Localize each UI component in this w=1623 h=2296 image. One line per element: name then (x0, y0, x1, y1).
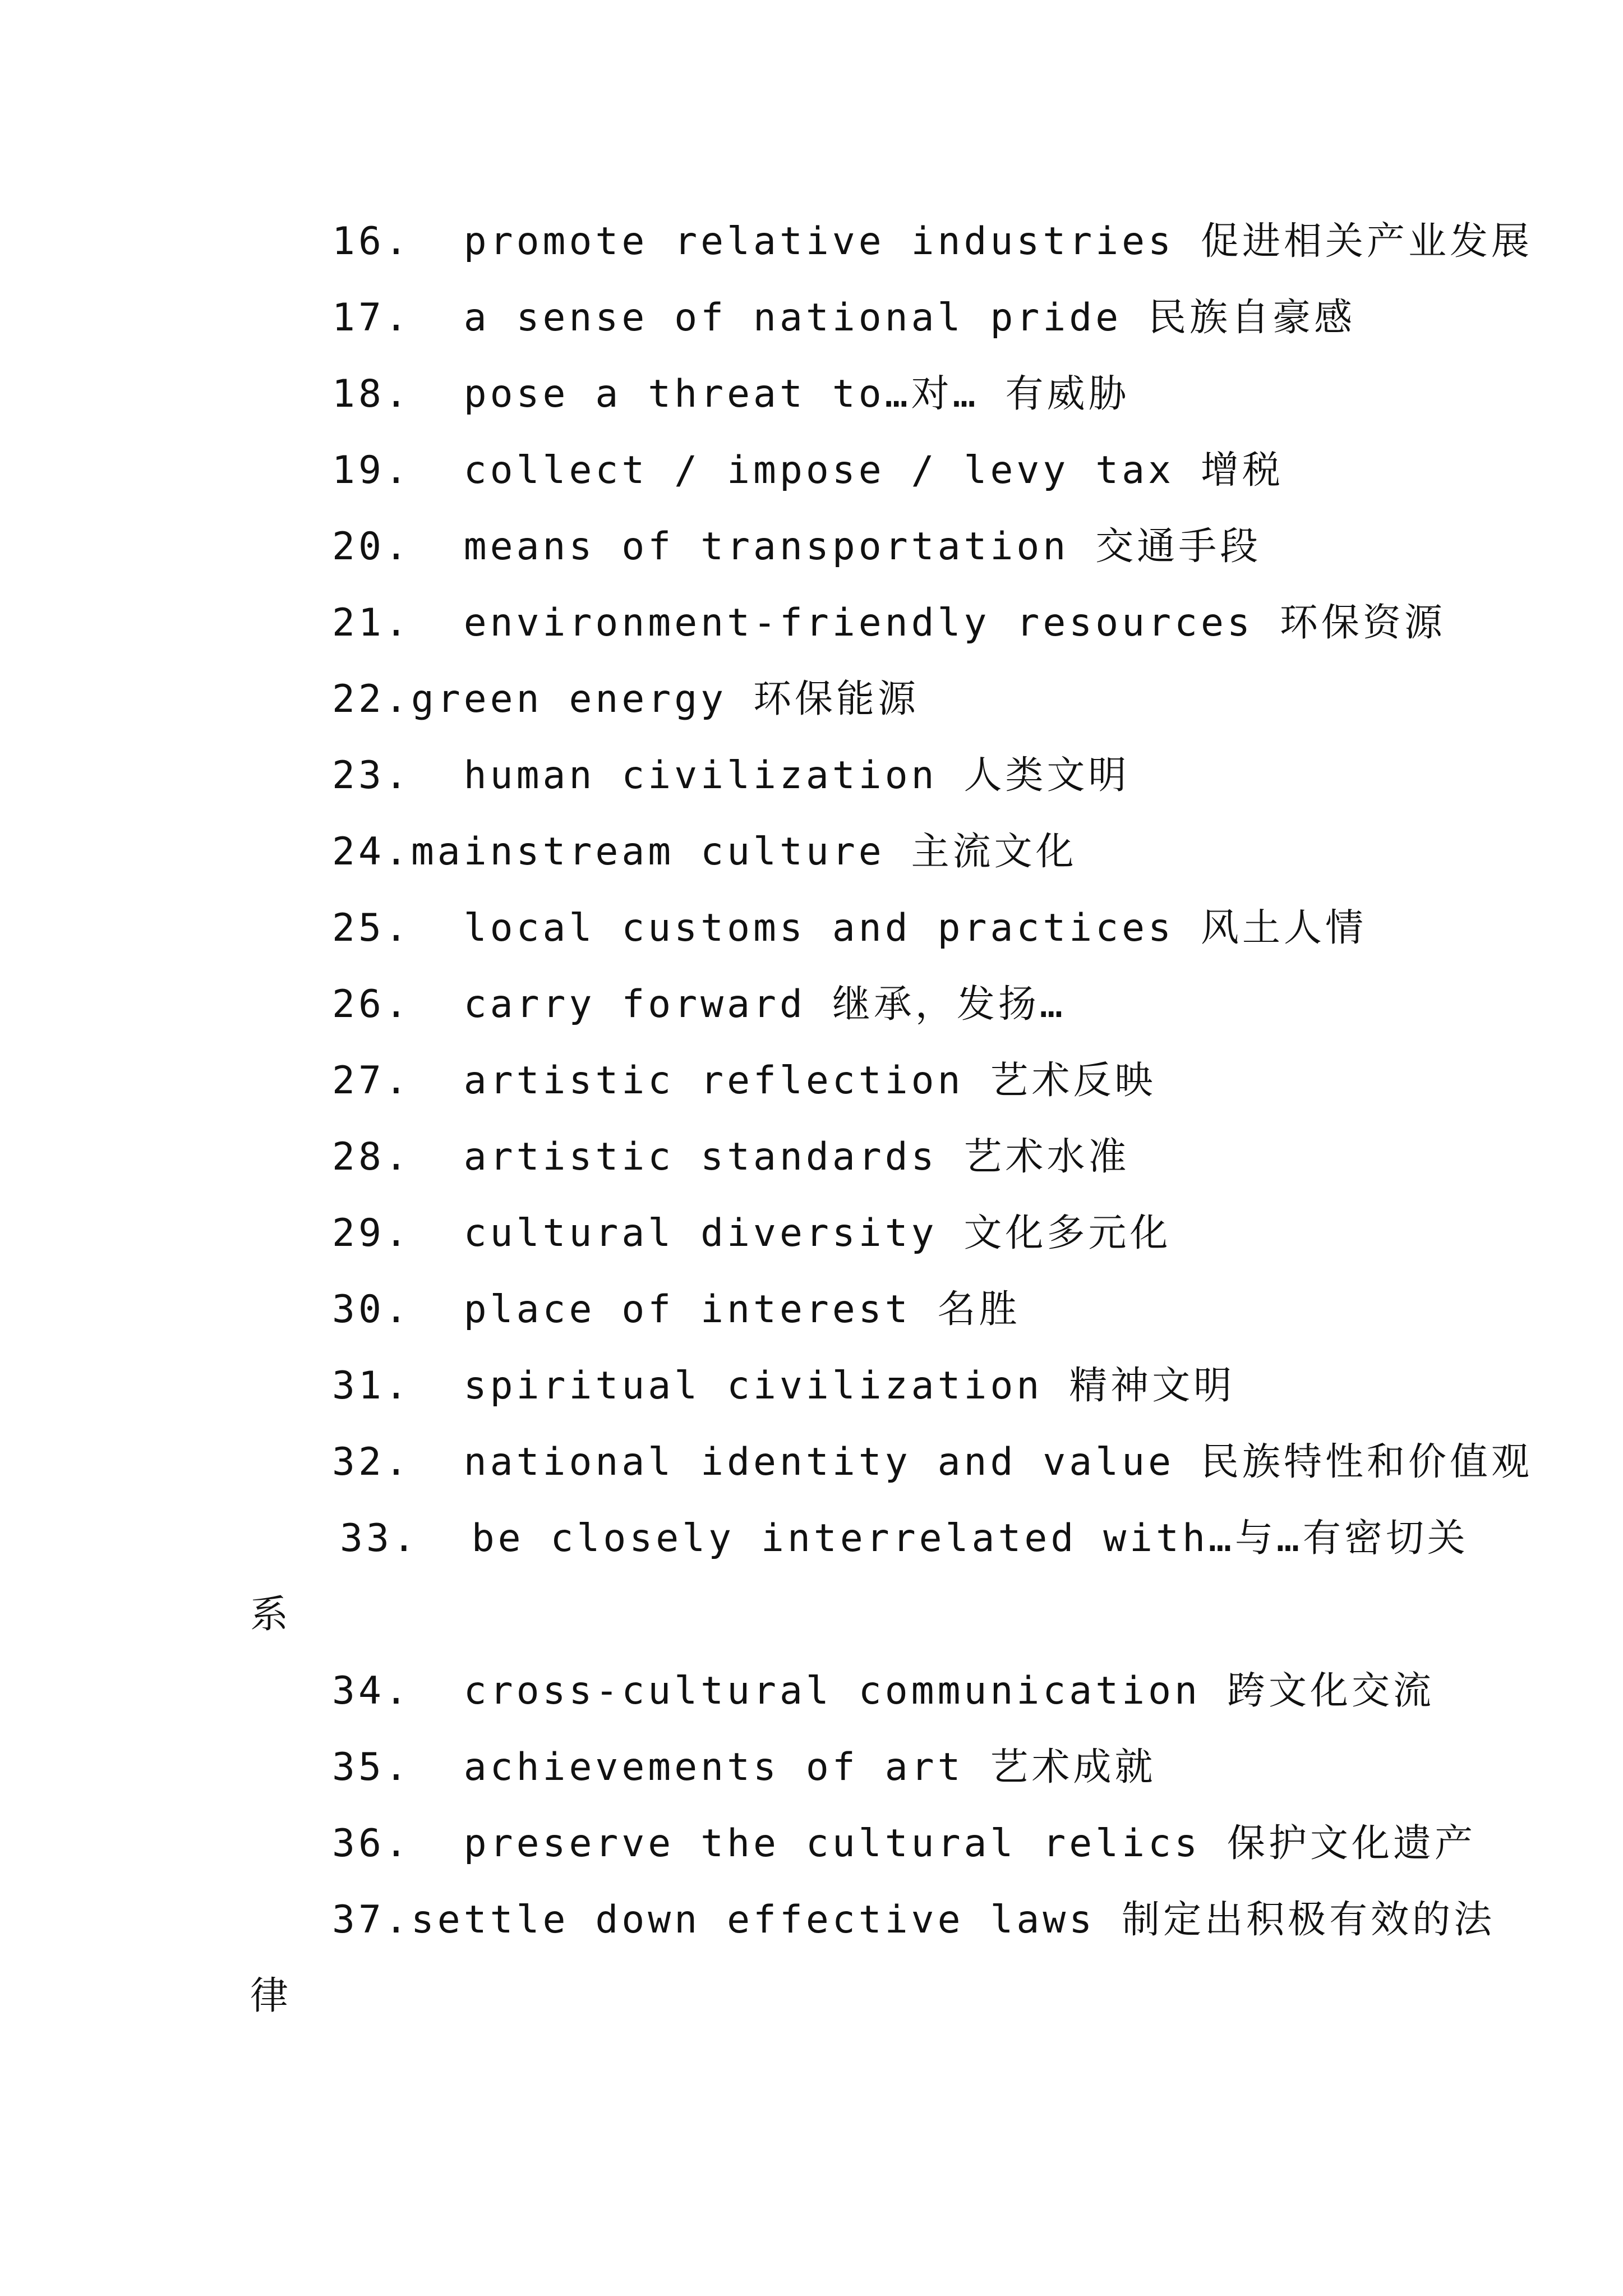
list-item: 36. preserve the cultural relics 保护文化遗产 (332, 1821, 1476, 1866)
list-item: 27. artistic reflection 艺术反映 (332, 1059, 1156, 1103)
list-item: 24.mainstream culture 主流文化 (332, 830, 1077, 874)
list-item: 31. spiritual civilization 精神文明 (332, 1364, 1235, 1408)
list-item: 29. cultural diversity 文化多元化 (332, 1211, 1172, 1255)
list-item: 30. place of interest 名胜 (332, 1287, 1021, 1332)
list-item: 34. cross-cultural communication 跨文化交流 (332, 1669, 1435, 1713)
list-item: 28. artistic standards 艺术水准 (332, 1135, 1130, 1179)
list-item: 25. local customs and practices 风土人情 (332, 906, 1367, 950)
list-item: 20. means of transportation 交通手段 (332, 524, 1262, 569)
list-item: 17. a sense of national pride 民族自豪感 (332, 296, 1356, 340)
list-item: 18. pose a threat to…对… 有威胁 (332, 372, 1130, 416)
list-item: 32. national identity and value 民族特性和价值观 (332, 1440, 1533, 1484)
list-item: 35. achievements of art 艺术成就 (332, 1745, 1156, 1789)
list-item: 26. carry forward 继承，发扬… (332, 982, 1066, 1027)
list-item: 22.green energy 环保能源 (332, 677, 920, 721)
list-item: 16. promote relative industries 促进相关产业发展 (332, 219, 1533, 264)
list-item-continuation: 系 (250, 1593, 292, 1637)
list-item: 23. human civilization 人类文明 (332, 753, 1130, 798)
list-item: 21. environment-friendly resources 环保资源 (332, 601, 1446, 645)
list-item: 19. collect / impose / levy tax 增税 (332, 448, 1284, 493)
list-item: 33. be closely interrelated with…与…有密切关 (340, 1516, 1469, 1561)
list-item-continuation: 律 (250, 1974, 292, 2018)
list-item: 37.settle down effective laws 制定出积极有效的法 (332, 1898, 1496, 1942)
